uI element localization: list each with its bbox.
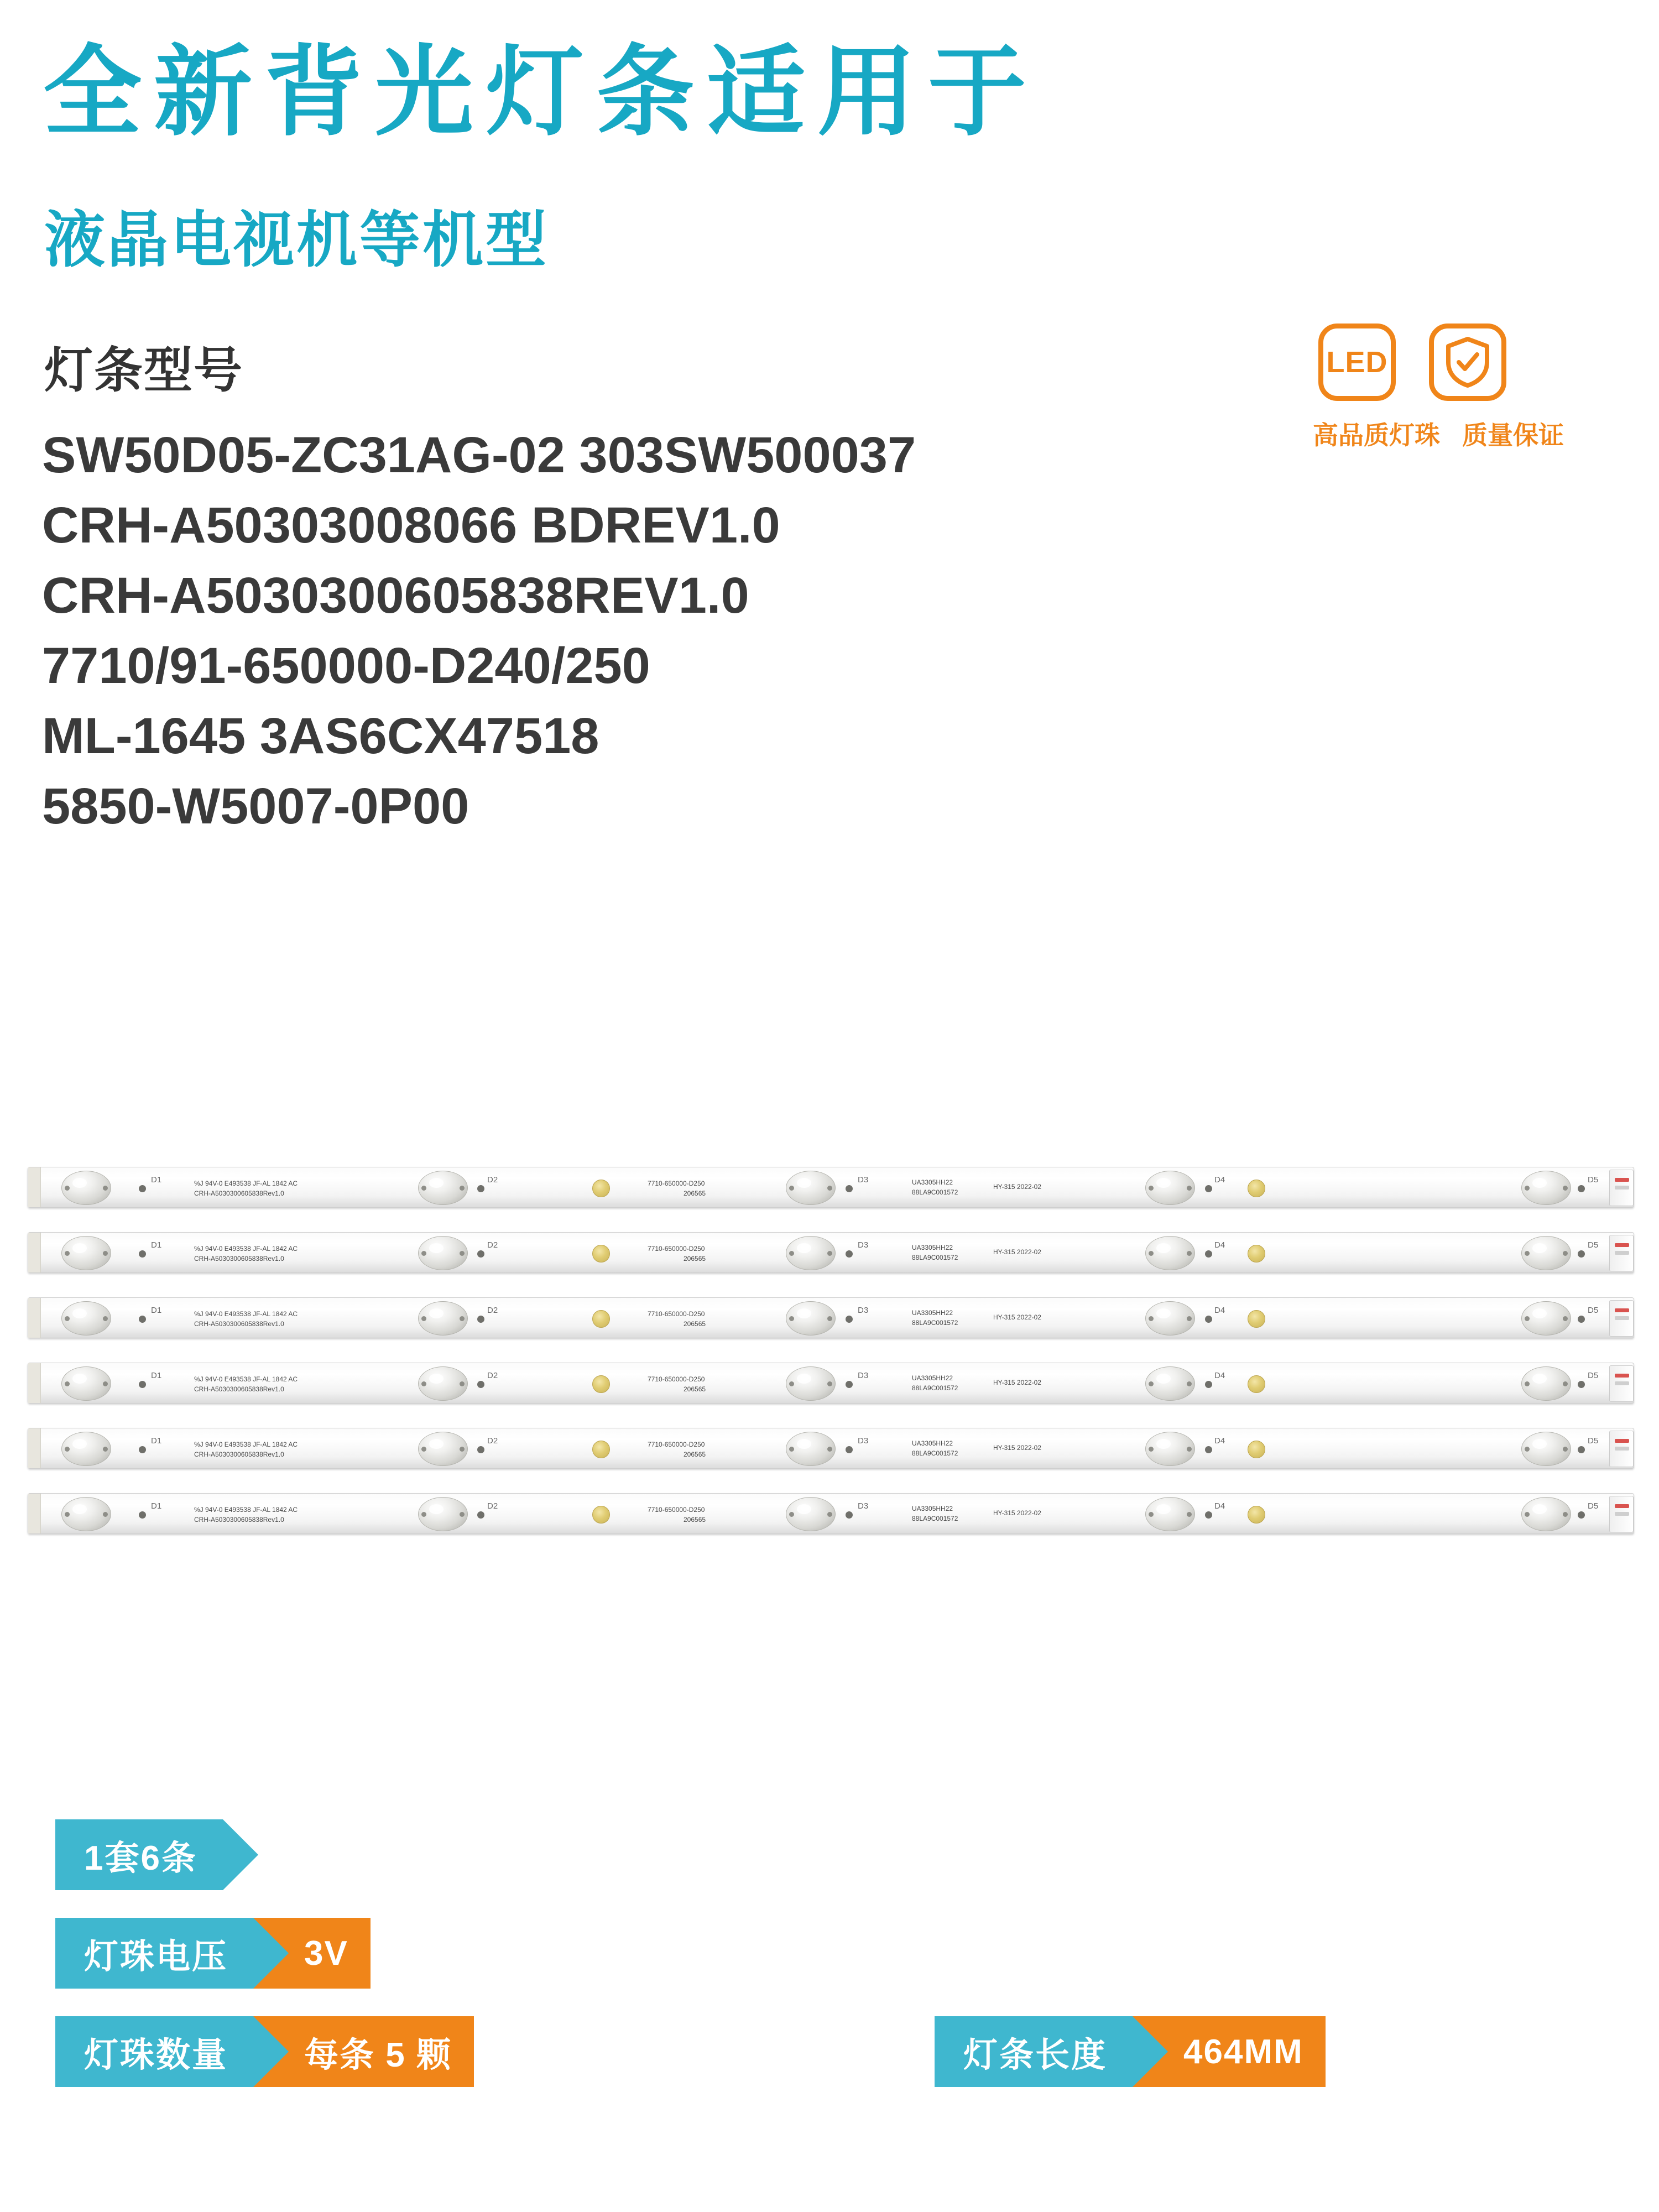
- strip-print-right-2: 88LA9C001572: [912, 1449, 958, 1457]
- strip-print-left-2: CRH-A5030300605838Rev1.0: [194, 1385, 284, 1393]
- strip-print-left-2: CRH-A5030300605838Rev1.0: [194, 1255, 284, 1262]
- led-dome: [786, 1366, 836, 1401]
- shield-check-icon: [1429, 324, 1506, 401]
- led-marker-label: D5: [1588, 1501, 1599, 1511]
- strip-print-right-1: UA3305HH22: [912, 1244, 953, 1251]
- solder-dot: [477, 1250, 484, 1258]
- solder-dot: [846, 1316, 853, 1323]
- led-dome: [1521, 1171, 1571, 1205]
- solder-dot: [846, 1511, 853, 1519]
- strip-end-notch: [28, 1233, 41, 1272]
- model-list: [42, 420, 1314, 842]
- strip-print-left-2: CRH-A5030300605838Rev1.0: [194, 1320, 284, 1328]
- spec-voltage: [55, 1918, 371, 1989]
- strip-connector: [1609, 1170, 1634, 1206]
- solder-dot: [1578, 1446, 1585, 1453]
- solder-dot: [1205, 1185, 1212, 1192]
- led-marker-label: D1: [151, 1501, 162, 1511]
- solder-dot: [477, 1316, 484, 1323]
- solder-dot: [139, 1511, 146, 1519]
- led-marker-label: D3: [858, 1175, 869, 1185]
- solder-dot: [1578, 1381, 1585, 1388]
- badge-caption-guarantee: 质量保证: [1462, 421, 1564, 450]
- solder-dot: [139, 1250, 146, 1258]
- led-marker-label: D4: [1214, 1501, 1225, 1511]
- led-marker-label: D5: [1588, 1306, 1599, 1315]
- led-dome: [61, 1366, 111, 1401]
- spec-voltage-label: 灯珠电压: [55, 1918, 253, 1989]
- led-strip: [28, 1493, 1634, 1534]
- led-dome: [418, 1366, 468, 1401]
- led-strip: [28, 1428, 1634, 1469]
- solder-pad: [1248, 1506, 1265, 1524]
- led-dome: [418, 1236, 468, 1270]
- strip-print-right-1: UA3305HH22: [912, 1309, 953, 1317]
- strip-print-right-2: 88LA9C001572: [912, 1515, 958, 1522]
- led-marker-label: D2: [487, 1240, 498, 1250]
- led-marker-label: D2: [487, 1371, 498, 1380]
- model-line: SW50D05-ZC31AG-02 303SW500037: [42, 427, 916, 483]
- spec-set-count: [55, 1819, 223, 1890]
- solder-dot: [846, 1381, 853, 1388]
- strip-print-left-2: CRH-A5030300605838Rev1.0: [194, 1451, 284, 1458]
- led-marker-label: D5: [1588, 1436, 1599, 1446]
- strip-print-left-2: CRH-A5030300605838Rev1.0: [194, 1190, 284, 1197]
- solder-dot: [1578, 1250, 1585, 1258]
- model-line: 7710/91-650000-D240/250: [42, 637, 650, 694]
- strip-print-mid-2: 206565: [684, 1385, 706, 1393]
- solder-pad: [1248, 1441, 1265, 1458]
- led-dome: [1521, 1497, 1571, 1531]
- strip-print-right-3: HY-315 2022-02: [993, 1444, 1041, 1452]
- solder-pad: [592, 1310, 610, 1328]
- solder-dot: [477, 1446, 484, 1453]
- spec-length: [935, 2016, 1326, 2087]
- strip-connector: [1609, 1496, 1634, 1532]
- solder-pad: [1248, 1310, 1265, 1328]
- led-dome: [61, 1171, 111, 1205]
- strip-print-mid-2: 206565: [684, 1190, 706, 1197]
- led-marker-label: D2: [487, 1436, 498, 1446]
- strip-print-left-1: %J 94V-0 E493538 JF-AL 1842 AC: [194, 1180, 298, 1187]
- shield-check-glyph: [1444, 336, 1491, 389]
- led-marker-label: D2: [487, 1306, 498, 1315]
- led-dome: [418, 1171, 468, 1205]
- strip-print-right-1: UA3305HH22: [912, 1439, 953, 1447]
- led-marker-label: D1: [151, 1175, 162, 1185]
- led-marker-label: D3: [858, 1436, 869, 1446]
- spec-bead-count: [55, 2016, 474, 2087]
- strip-print-mid-2: 206565: [684, 1320, 706, 1328]
- solder-dot: [1578, 1511, 1585, 1519]
- page-subtitle: 液晶电视机等机型: [44, 206, 549, 274]
- strip-print-left-1: %J 94V-0 E493538 JF-AL 1842 AC: [194, 1310, 298, 1318]
- led-marker-label: D3: [858, 1371, 869, 1380]
- badge-captions: [1311, 415, 1620, 452]
- led-dome: [1145, 1497, 1195, 1531]
- led-marker-label: D4: [1214, 1371, 1225, 1380]
- led-strip-photo: [0, 1167, 1659, 1554]
- led-marker-label: D3: [858, 1240, 869, 1250]
- solder-dot: [1578, 1185, 1585, 1192]
- solder-dot: [477, 1185, 484, 1192]
- solder-pad: [592, 1245, 610, 1262]
- led-marker-label: D3: [858, 1306, 869, 1315]
- led-dome: [1145, 1366, 1195, 1401]
- solder-dot: [1205, 1316, 1212, 1323]
- solder-dot: [1578, 1316, 1585, 1323]
- strip-print-right-3: HY-315 2022-02: [993, 1183, 1041, 1191]
- solder-dot: [139, 1185, 146, 1192]
- strip-print-left-1: %J 94V-0 E493538 JF-AL 1842 AC: [194, 1245, 298, 1253]
- strip-print-right-1: UA3305HH22: [912, 1178, 953, 1186]
- led-dome: [786, 1236, 836, 1270]
- led-strip: [28, 1363, 1634, 1404]
- led-strip: [28, 1167, 1634, 1208]
- strip-connector: [1609, 1365, 1634, 1402]
- strip-print-right-3: HY-315 2022-02: [993, 1379, 1041, 1386]
- spec-set-count-label: 1套6条: [55, 1819, 223, 1890]
- led-dome: [418, 1432, 468, 1466]
- strip-print-mid-2: 206565: [684, 1516, 706, 1524]
- strip-print-left-1: %J 94V-0 E493538 JF-AL 1842 AC: [194, 1506, 298, 1514]
- led-marker-label: D5: [1588, 1175, 1599, 1185]
- solder-dot: [1205, 1381, 1212, 1388]
- solder-dot: [477, 1511, 484, 1519]
- solder-dot: [1205, 1446, 1212, 1453]
- led-marker-label: D5: [1588, 1240, 1599, 1250]
- strip-print-right-3: HY-315 2022-02: [993, 1509, 1041, 1517]
- strip-print-mid-1: 7710-650000-D250: [648, 1375, 705, 1383]
- led-dome: [61, 1432, 111, 1466]
- led-dome: [786, 1497, 836, 1531]
- led-marker-label: D4: [1214, 1240, 1225, 1250]
- strip-print-right-2: 88LA9C001572: [912, 1188, 958, 1196]
- solder-dot: [846, 1446, 853, 1453]
- strip-connector: [1609, 1300, 1634, 1337]
- led-dome: [786, 1171, 836, 1205]
- solder-dot: [1205, 1250, 1212, 1258]
- solder-pad: [592, 1506, 610, 1524]
- led-dome: [786, 1301, 836, 1335]
- strip-end-notch: [28, 1428, 41, 1468]
- solder-pad: [592, 1180, 610, 1197]
- solder-dot: [139, 1381, 146, 1388]
- spec-length-label: 灯条长度: [935, 2016, 1133, 2087]
- led-marker-label: D5: [1588, 1371, 1599, 1380]
- led-dome: [786, 1432, 836, 1466]
- led-dome: [418, 1497, 468, 1531]
- led-badge-icon: [1318, 324, 1396, 401]
- spec-bead-count-label: 灯珠数量: [55, 2016, 253, 2087]
- strip-print-left-1: %J 94V-0 E493538 JF-AL 1842 AC: [194, 1441, 298, 1448]
- led-marker-label: D3: [858, 1501, 869, 1511]
- model-line: CRH-A50303008066 BDREV1.0: [42, 497, 780, 554]
- solder-dot: [846, 1185, 853, 1192]
- led-dome: [1145, 1432, 1195, 1466]
- strip-end-notch: [28, 1363, 41, 1403]
- led-dome: [1145, 1171, 1195, 1205]
- led-marker-label: D1: [151, 1306, 162, 1315]
- strip-print-right-2: 88LA9C001572: [912, 1319, 958, 1327]
- strip-connector: [1609, 1235, 1634, 1271]
- spec-length-value: 464MM: [1133, 2016, 1326, 2087]
- strip-print-mid-1: 7710-650000-D250: [648, 1180, 705, 1187]
- led-strip: [28, 1232, 1634, 1273]
- model-line: CRH-A5030300605838REV1.0: [42, 567, 749, 624]
- led-marker-label: D1: [151, 1436, 162, 1446]
- badge-caption-quality: 高品质灯珠: [1313, 421, 1440, 450]
- led-dome: [61, 1497, 111, 1531]
- solder-dot: [1205, 1511, 1212, 1519]
- led-dome: [418, 1301, 468, 1335]
- model-list-label: 灯条型号: [44, 343, 244, 398]
- led-dome: [1521, 1301, 1571, 1335]
- led-marker-label: D1: [151, 1240, 162, 1250]
- strip-end-notch: [28, 1167, 41, 1207]
- strip-print-mid-1: 7710-650000-D250: [648, 1245, 705, 1253]
- led-marker-label: D4: [1214, 1175, 1225, 1185]
- model-line: 5850-W5007-0P00: [42, 778, 469, 834]
- strip-end-notch: [28, 1494, 41, 1533]
- strip-print-right-2: 88LA9C001572: [912, 1384, 958, 1392]
- strip-print-mid-1: 7710-650000-D250: [648, 1310, 705, 1318]
- model-line: ML-1645 3AS6CX47518: [42, 707, 599, 764]
- solder-pad: [1248, 1245, 1265, 1262]
- led-dome: [1145, 1236, 1195, 1270]
- solder-pad: [1248, 1375, 1265, 1393]
- solder-dot: [139, 1446, 146, 1453]
- solder-dot: [846, 1250, 853, 1258]
- led-marker-label: D2: [487, 1501, 498, 1511]
- solder-dot: [139, 1316, 146, 1323]
- led-marker-label: D1: [151, 1371, 162, 1380]
- strip-print-mid-1: 7710-650000-D250: [648, 1506, 705, 1514]
- led-marker-label: D4: [1214, 1306, 1225, 1315]
- spec-voltage-value: 3V: [253, 1918, 371, 1989]
- led-badge-label: LED: [1326, 346, 1388, 379]
- strip-print-right-1: UA3305HH22: [912, 1505, 953, 1512]
- page-title: 全新背光灯条适用于: [43, 37, 1039, 147]
- led-marker-label: D2: [487, 1175, 498, 1185]
- solder-pad: [592, 1441, 610, 1458]
- solder-pad: [1248, 1180, 1265, 1197]
- strip-print-mid-1: 7710-650000-D250: [648, 1441, 705, 1448]
- strip-print-mid-2: 206565: [684, 1255, 706, 1262]
- led-dome: [61, 1236, 111, 1270]
- led-dome: [1145, 1301, 1195, 1335]
- led-strip: [28, 1297, 1634, 1338]
- strip-print-left-1: %J 94V-0 E493538 JF-AL 1842 AC: [194, 1375, 298, 1383]
- strip-print-left-2: CRH-A5030300605838Rev1.0: [194, 1516, 284, 1524]
- strip-print-right-3: HY-315 2022-02: [993, 1313, 1041, 1321]
- led-marker-label: D4: [1214, 1436, 1225, 1446]
- led-dome: [1521, 1432, 1571, 1466]
- solder-dot: [477, 1381, 484, 1388]
- led-dome: [61, 1301, 111, 1335]
- solder-pad: [592, 1375, 610, 1393]
- strip-print-right-1: UA3305HH22: [912, 1374, 953, 1382]
- strip-print-mid-2: 206565: [684, 1451, 706, 1458]
- strip-connector: [1609, 1431, 1634, 1467]
- strip-end-notch: [28, 1298, 41, 1338]
- spec-bead-count-value: 每条 5 颗: [253, 2016, 474, 2087]
- quality-badges: [1311, 324, 1620, 452]
- led-dome: [1521, 1236, 1571, 1270]
- badge-row: [1311, 324, 1620, 401]
- strip-print-right-2: 88LA9C001572: [912, 1254, 958, 1261]
- led-dome: [1521, 1366, 1571, 1401]
- strip-print-right-3: HY-315 2022-02: [993, 1248, 1041, 1256]
